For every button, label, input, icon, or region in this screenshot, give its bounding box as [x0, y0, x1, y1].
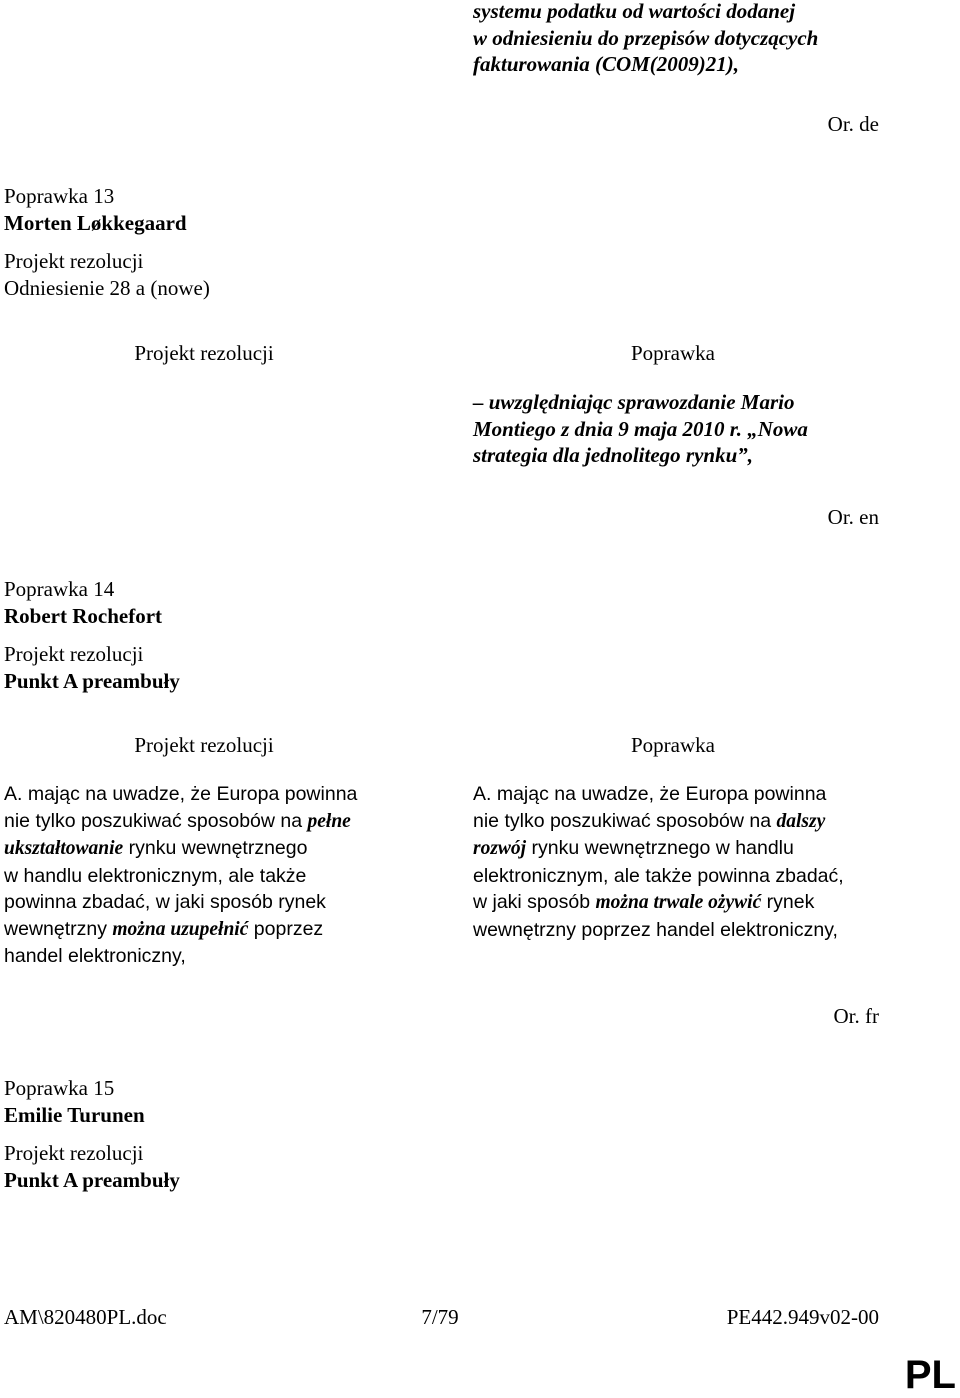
continuation-line: fakturowania (COM(2009)21), — [473, 52, 740, 76]
continuation-text — [473, 0, 933, 78]
amendment-15-header — [4, 1075, 180, 1193]
changed-text: ukształtowanie — [4, 838, 124, 859]
changed-text: pełne — [307, 810, 351, 832]
text-line: handel elektroniczny, — [4, 945, 186, 967]
footer-language-code: PL — [904, 1353, 956, 1397]
text-line: A. mając na uwadze, że Europa powinna — [4, 783, 358, 805]
amendment-number: Poprawka 14 — [4, 577, 115, 601]
text-span: wewnętrzny — [4, 917, 113, 940]
text-line: elektronicznym, ale także powinna zbadać, — [473, 864, 844, 887]
text-line: strategia dla jednolitego rynku”, — [473, 443, 754, 467]
document-type: Projekt rezolucji — [4, 249, 144, 273]
amendment-reference: Punkt A preambuły — [4, 1167, 180, 1192]
text-line: Montiego z dnia 9 maja 2010 r. „Nowa — [473, 416, 808, 441]
amendment-reference: Odniesienie 28 a (nowe) — [4, 275, 210, 300]
amendment-author: Robert Rochefort — [4, 603, 163, 628]
amendment-author: Emilie Turunen — [4, 1102, 145, 1127]
text-span: rynku wewnętrznego w handlu — [526, 837, 794, 859]
text-line: wewnętrzny poprzez handel elektroniczny, — [473, 918, 838, 941]
changed-text: można uzupełnić — [112, 918, 249, 940]
text-span: nie tylko poszukiwać sposobów na — [4, 809, 308, 832]
text-span: nie tylko poszukiwać sposobów na — [473, 809, 777, 832]
origin-language: Or. fr — [833, 1004, 879, 1028]
amendment-14-original-text — [4, 781, 424, 970]
footer-file-reference: AM\820480PL.doc — [4, 1305, 167, 1329]
amendment-author: Morten Løkkegaard — [4, 210, 187, 235]
continuation-line: systemu podatku od wartości dodanej — [473, 0, 796, 23]
column-header-left: Projekt rezolucji — [134, 733, 274, 757]
changed-text: rozwój — [473, 838, 527, 859]
column-header-right: Poprawka — [631, 733, 715, 757]
amendment-13-header — [4, 183, 210, 301]
footer-page-number: 7/79 — [421, 1305, 459, 1329]
column-header-left: Projekt rezolucji — [134, 341, 274, 365]
text-line: powinna zbadać, w jaki sposób rynek — [4, 891, 326, 913]
amendment-number: Poprawka 13 — [4, 184, 115, 208]
text-span: w jaki sposób — [473, 891, 596, 913]
text-line: uwzględniając sprawozdanie Mario — [488, 390, 795, 414]
text-line: w handlu elektronicznym, ale także — [4, 864, 307, 887]
changed-text: można trwale ożywić — [595, 892, 762, 913]
amendment-14-header — [4, 576, 180, 694]
dash: – — [473, 390, 484, 414]
text-line: A. mając na uwadze, że Europa powinna — [473, 783, 827, 805]
amendment-reference: Punkt A preambuły — [4, 668, 180, 693]
origin-language: Or. en — [827, 505, 879, 529]
text-span: rynku wewnętrznego — [123, 837, 308, 859]
column-header-right: Poprawka — [631, 341, 715, 365]
amendment-13-text — [473, 389, 893, 469]
footer-document-ref: PE442.949v02-00 — [726, 1305, 879, 1329]
amendment-number: Poprawka 15 — [4, 1076, 115, 1100]
origin-language: Or. de — [827, 112, 879, 136]
document-type: Projekt rezolucji — [4, 642, 144, 666]
continuation-line: w odniesieniu do przepisów dotyczących — [473, 25, 819, 50]
text-span: poprzez — [248, 917, 324, 940]
changed-text: dalszy — [776, 810, 826, 832]
document-type: Projekt rezolucji — [4, 1141, 144, 1165]
amendment-14-amended-text — [473, 781, 913, 943]
text-span: rynek — [761, 891, 815, 913]
